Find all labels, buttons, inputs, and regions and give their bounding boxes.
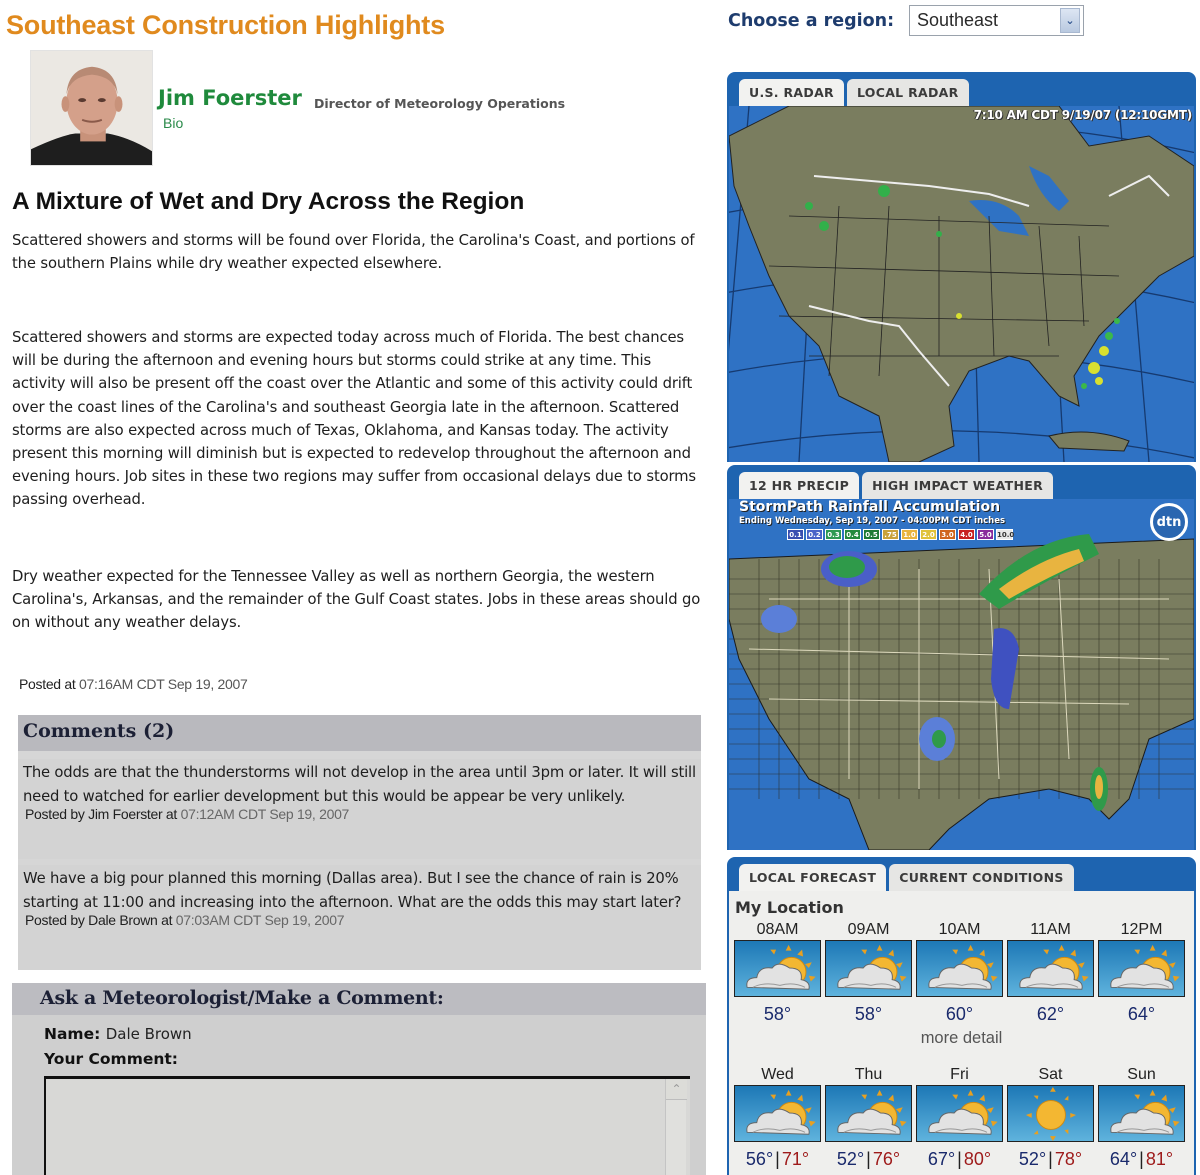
forecast-period-label: 12PM bbox=[1120, 921, 1163, 938]
bio-link[interactable]: Bio bbox=[163, 115, 184, 131]
temperature-range bbox=[1007, 1149, 1094, 1170]
ask-form-header: Ask a Meteorologist/Make a Comment: bbox=[12, 983, 706, 1015]
legend-swatch: .75 bbox=[882, 529, 899, 540]
forecast-period-label: Fri bbox=[950, 1066, 969, 1083]
legend-swatch: 0.4 bbox=[844, 529, 861, 540]
comment-text: The odds are that the thunderstorms will not develop in the area until 3pm or later. It will still need to watched for earlier development but this would be appear be very unlikely. bbox=[23, 764, 696, 805]
forecast-period-label: Sat bbox=[1038, 1066, 1063, 1083]
article-summary: Scattered showers and storms will be found over Florida, the Carolina's Coast, and portions of the southern Plains while dry weather expected elsewhere. bbox=[12, 232, 695, 273]
partly-cloudy-icon bbox=[734, 940, 821, 997]
scroll-up-icon[interactable]: ⌃ bbox=[666, 1079, 687, 1100]
precip-map-title: StormPath Rainfall Accumulation bbox=[739, 499, 1001, 515]
precip-legend bbox=[787, 529, 1013, 540]
dtn-logo-icon: dtn bbox=[1150, 503, 1188, 541]
posted-timestamp bbox=[19, 676, 247, 692]
partly-cloudy-icon bbox=[916, 1085, 1003, 1142]
forecast-period-label: 09AM bbox=[847, 921, 890, 938]
temperature-range bbox=[916, 1149, 1003, 1170]
comment-byline bbox=[23, 912, 696, 928]
sunny-icon bbox=[1007, 1085, 1094, 1142]
comment-byline bbox=[23, 806, 696, 822]
rainfall-accumulation-map[interactable] bbox=[729, 499, 1194, 850]
tab-local-radar[interactable]: LOCAL RADAR bbox=[847, 79, 969, 106]
hourly-forecast-cell[interactable] bbox=[825, 920, 912, 1025]
comment-text: We have a big pour planned this morning (Dallas area). But I see the chance of rain is 20% starting at 11:00 and increasing into the afternoon. What are the odds this may start later? bbox=[23, 870, 682, 911]
forecast-period-label: Wed bbox=[761, 1066, 794, 1083]
temperature: 58° bbox=[854, 1004, 883, 1024]
low-temp: 67° bbox=[927, 1149, 956, 1169]
hourly-forecast-cell[interactable] bbox=[734, 920, 821, 1025]
forecast-tabs bbox=[739, 864, 1074, 891]
hourly-forecast bbox=[734, 920, 1185, 1025]
legend-swatch: 0.1 bbox=[787, 529, 804, 540]
name-value: Dale Brown bbox=[105, 1025, 192, 1043]
radar-panel bbox=[727, 72, 1196, 462]
legend-swatch: 5.0 bbox=[977, 529, 994, 540]
legend-swatch: 4.0 bbox=[958, 529, 975, 540]
partly-cloudy-icon bbox=[916, 940, 1003, 997]
temperature: 64° bbox=[1127, 1004, 1156, 1024]
comment-author: Posted by Dale Brown at bbox=[25, 912, 173, 928]
temp-separator: | bbox=[1048, 1149, 1053, 1169]
radar-tabs bbox=[739, 79, 969, 106]
high-temp: 81° bbox=[1145, 1149, 1174, 1169]
daily-forecast bbox=[734, 1065, 1185, 1170]
author-role: Director of Meteorology Operations bbox=[314, 96, 566, 111]
temp-separator: | bbox=[775, 1149, 780, 1169]
precip-panel bbox=[727, 465, 1196, 850]
low-temp: 64° bbox=[1109, 1149, 1138, 1169]
legend-swatch: 1.0 bbox=[901, 529, 918, 540]
partly-cloudy-icon bbox=[825, 1085, 912, 1142]
author-photo bbox=[30, 50, 153, 166]
radar-timestamp: 7:10 AM CDT 9/19/07 (12:10GMT) bbox=[973, 108, 1192, 122]
location-label: My Location bbox=[735, 898, 844, 917]
forecast-period-label: Thu bbox=[854, 1066, 883, 1083]
temperature: 60° bbox=[945, 1004, 974, 1024]
article-headline: A Mixture of Wet and Dry Across the Region bbox=[12, 188, 525, 215]
author-name[interactable]: Jim Foerster bbox=[158, 86, 302, 110]
temp-separator: | bbox=[1139, 1149, 1144, 1169]
forecast-period-label: 11AM bbox=[1030, 921, 1071, 938]
posted-label: Posted at bbox=[19, 676, 76, 692]
us-radar-map[interactable] bbox=[729, 106, 1194, 462]
tab-12hr-precip[interactable]: 12 HR PRECIP bbox=[739, 472, 859, 499]
comment-time: 07:03AM CDT Sep 19, 2007 bbox=[175, 912, 345, 928]
precip-tabs bbox=[739, 472, 1053, 499]
legend-swatch: 0.3 bbox=[825, 529, 842, 540]
legend-swatch: 0.5 bbox=[863, 529, 880, 540]
daily-forecast-cell[interactable] bbox=[1007, 1065, 1094, 1170]
forecast-body bbox=[729, 891, 1194, 1175]
region-selected-value: Southeast bbox=[917, 10, 999, 30]
temperature: 62° bbox=[1036, 1004, 1065, 1024]
textarea-scrollbar[interactable] bbox=[665, 1079, 686, 1175]
high-temp: 76° bbox=[872, 1149, 901, 1169]
temperature: 58° bbox=[763, 1004, 792, 1024]
forecast-period-label: Sun bbox=[1127, 1066, 1156, 1083]
high-temp: 71° bbox=[781, 1149, 810, 1169]
comments-header: Comments (2) bbox=[18, 715, 701, 751]
hourly-forecast-cell[interactable] bbox=[916, 920, 1003, 1025]
article-paragraph: Scattered showers and storms are expected today across much of Florida. The best chances will be during the afternoon and evening hours but storms could strike at any time. This activity will also be present off the coast over the Atlantic and some of this activity could drift over the coast lines of the Carolina's and southeast Georgia late in the afternoon. Scattered storms are also expected across much of Texas, Oklahoma, and Kansas today. The activity present this morning will diminish but is expected to redevelop throughout the afternoon and evening hours. Job sites in these two regions may suffer from occasional delays due to storms passing overhead. bbox=[12, 329, 696, 509]
hourly-forecast-cell[interactable] bbox=[1098, 920, 1185, 1025]
comment-item bbox=[18, 759, 701, 859]
ask-meteorologist-form bbox=[12, 983, 706, 1175]
legend-swatch: 0.2 bbox=[806, 529, 823, 540]
region-select[interactable] bbox=[909, 5, 1084, 36]
comment-author: Posted by Jim Foerster at bbox=[25, 806, 178, 822]
daily-forecast-cell[interactable] bbox=[825, 1065, 912, 1170]
low-temp: 56° bbox=[745, 1149, 774, 1169]
temp-separator: | bbox=[957, 1149, 962, 1169]
high-temp: 78° bbox=[1054, 1149, 1083, 1169]
partly-cloudy-icon bbox=[1098, 940, 1185, 997]
comment-textarea[interactable] bbox=[44, 1076, 690, 1175]
article-paragraph: Dry weather expected for the Tennessee Valley as well as northern Georgia, the western Carolina's, Arkansas, and the remainder of the Gulf Coast states. Jobs in these areas should go on without any weather delays. bbox=[12, 568, 701, 632]
chevron-down-icon[interactable]: ⌄ bbox=[1060, 8, 1080, 33]
tab-high-impact-weather[interactable]: HIGH IMPACT WEATHER bbox=[862, 472, 1053, 499]
tab-current-conditions[interactable]: CURRENT CONDITIONS bbox=[889, 864, 1073, 891]
partly-cloudy-icon bbox=[1098, 1085, 1185, 1142]
high-temp: 80° bbox=[963, 1149, 992, 1169]
comment-item bbox=[18, 865, 701, 970]
partly-cloudy-icon bbox=[734, 1085, 821, 1142]
legend-swatch: 10.0 bbox=[997, 531, 1015, 539]
precip-map-subtitle: Ending Wednesday, Sep 19, 2007 - 04:00PM CDT inches bbox=[739, 516, 1006, 526]
more-detail-link[interactable]: more detail bbox=[920, 1029, 1003, 1047]
comment-time: 07:12AM CDT Sep 19, 2007 bbox=[180, 806, 350, 822]
tab-local-forecast[interactable]: LOCAL FORECAST bbox=[739, 864, 886, 891]
posted-time: 07:16AM CDT Sep 19, 2007 bbox=[79, 676, 248, 692]
daily-forecast-cell[interactable] bbox=[734, 1065, 821, 1170]
temp-separator: | bbox=[866, 1149, 871, 1169]
daily-forecast-cell[interactable] bbox=[916, 1065, 1003, 1170]
forecast-period-label: 08AM bbox=[756, 921, 799, 938]
partly-cloudy-icon bbox=[825, 940, 912, 997]
forecast-panel bbox=[727, 857, 1196, 1175]
hourly-forecast-cell[interactable] bbox=[1007, 920, 1094, 1025]
low-temp: 52° bbox=[836, 1149, 865, 1169]
daily-forecast-cell[interactable] bbox=[1098, 1065, 1185, 1170]
temperature-range bbox=[825, 1149, 912, 1170]
region-label: Choose a region: bbox=[728, 11, 895, 31]
comments-section bbox=[18, 715, 701, 970]
legend-swatch: 3.0 bbox=[939, 529, 956, 540]
name-label: Name: bbox=[44, 1025, 101, 1043]
page-title: Southeast Construction Highlights bbox=[6, 10, 445, 40]
comment-label: Your Comment: bbox=[44, 1050, 179, 1068]
temperature-range bbox=[1098, 1149, 1185, 1170]
low-temp: 52° bbox=[1018, 1149, 1047, 1169]
legend-swatch: 2.0 bbox=[920, 529, 937, 540]
forecast-period-label: 10AM bbox=[938, 921, 981, 938]
temperature-range bbox=[734, 1149, 821, 1170]
tab-us-radar[interactable]: U.S. RADAR bbox=[739, 79, 844, 106]
partly-cloudy-icon bbox=[1007, 940, 1094, 997]
name-field bbox=[44, 1025, 192, 1043]
